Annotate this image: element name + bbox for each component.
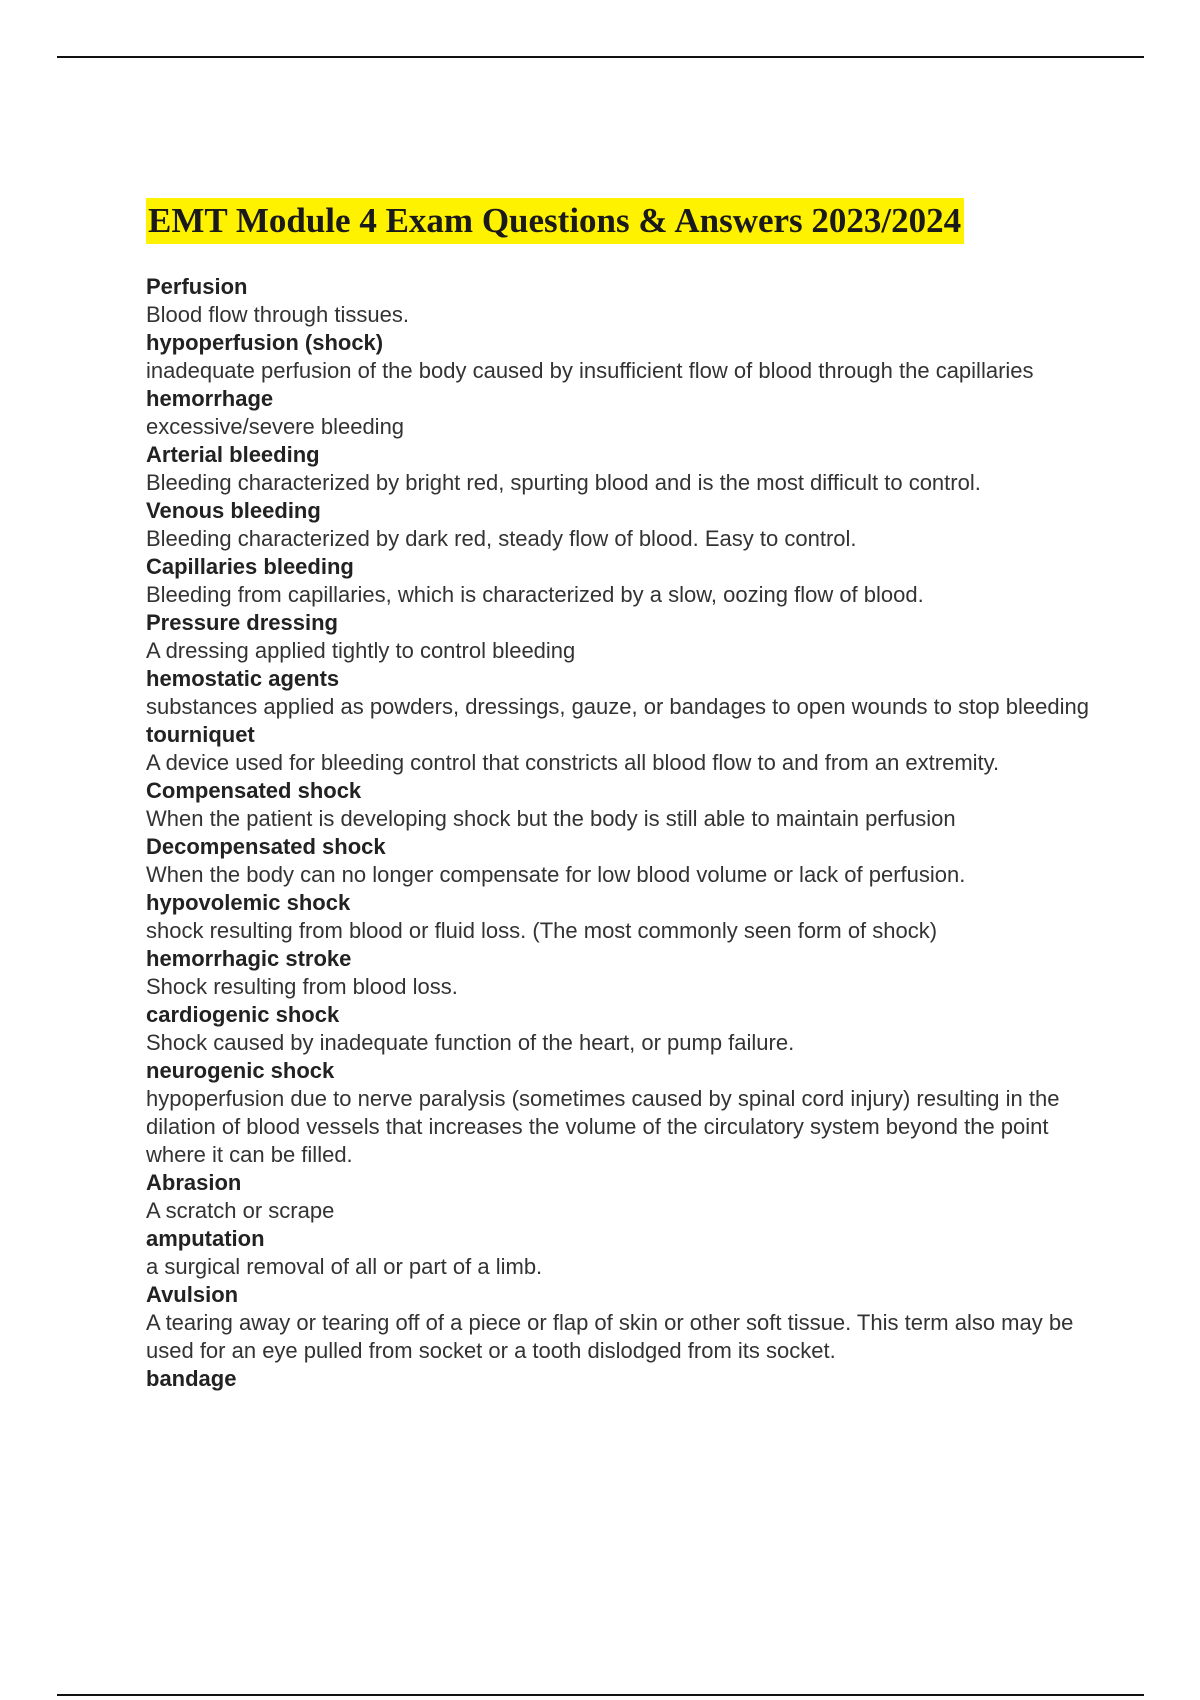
entry-neurogenic-shock — [146, 1057, 1096, 1169]
term: Compensated shock — [146, 778, 362, 803]
term: hypovolemic shock — [146, 890, 351, 915]
entry-avulsion — [146, 1281, 1096, 1365]
term: hypoperfusion (shock) — [146, 330, 384, 355]
term: cardiogenic shock — [146, 1002, 340, 1027]
entry-hypoperfusion — [146, 329, 1096, 385]
entry-amputation — [146, 1225, 1096, 1281]
term: tourniquet — [146, 722, 255, 747]
definition: A scratch or scrape — [146, 1198, 335, 1223]
term: Pressure dressing — [146, 610, 338, 635]
term: bandage — [146, 1366, 237, 1391]
entry-compensated-shock — [146, 777, 1096, 833]
term-list — [146, 273, 1096, 1393]
entry-hypovolemic-shock — [146, 889, 1096, 945]
entry-pressure-dressing — [146, 609, 1096, 665]
definition: Shock resulting from blood loss. — [146, 974, 458, 999]
definition: shock resulting from blood or fluid loss. (The most commonly seen form of shock) — [146, 918, 938, 943]
entry-bandage — [146, 1365, 1096, 1393]
entry-hemorrhagic-stroke — [146, 945, 1096, 1001]
definition: inadequate perfusion of the body caused by insufficient flow of blood through the capillaries — [146, 358, 1034, 383]
definition: When the patient is developing shock but the body is still able to maintain perfusion — [146, 806, 956, 831]
definition: A tearing away or tearing off of a piece or flap of skin or other soft tissue. This term also may be used for an eye pulled from socket or a tooth dislodged from its socket. — [146, 1310, 1074, 1363]
term: Perfusion — [146, 274, 248, 299]
term: neurogenic shock — [146, 1058, 335, 1083]
term: hemorrhagic stroke — [146, 946, 352, 971]
header-rule — [57, 56, 1144, 58]
definition: A device used for bleeding control that constricts all blood flow to and from an extremity. — [146, 750, 1000, 775]
definition: Bleeding from capillaries, which is characterized by a slow, oozing flow of blood. — [146, 582, 924, 607]
entry-cardiogenic-shock — [146, 1001, 1096, 1057]
document-title: EMT Module 4 Exam Questions & Answers 2023/2024 — [146, 198, 964, 244]
definition: Shock caused by inadequate function of the heart, or pump failure. — [146, 1030, 795, 1055]
term: hemorrhage — [146, 386, 274, 411]
entry-perfusion — [146, 273, 1096, 329]
entry-decompensated-shock — [146, 833, 1096, 889]
term: Decompensated shock — [146, 834, 386, 859]
term: Arterial bleeding — [146, 442, 320, 467]
term: Avulsion — [146, 1282, 239, 1307]
term: Capillaries bleeding — [146, 554, 354, 579]
definition: excessive/severe bleeding — [146, 414, 405, 439]
entry-capillaries-bleeding — [146, 553, 1096, 609]
footer-rule — [57, 1694, 1144, 1696]
definition: Bleeding characterized by dark red, steady flow of blood. Easy to control. — [146, 526, 857, 551]
entry-hemorrhage — [146, 385, 1096, 441]
definition: substances applied as powders, dressings, gauze, or bandages to open wounds to stop bleeding — [146, 694, 1089, 719]
definition: Blood flow through tissues. — [146, 302, 409, 327]
definition: a surgical removal of all or part of a limb. — [146, 1254, 543, 1279]
entry-arterial-bleeding — [146, 441, 1096, 497]
definition: hypoperfusion due to nerve paralysis (sometimes caused by spinal cord injury) resulting in the dilation of blood vessels that increases the volume of the circulatory system beyond the point where it can be filled. — [146, 1086, 1060, 1167]
term: hemostatic agents — [146, 666, 340, 691]
term: Abrasion — [146, 1170, 242, 1195]
definition: A dressing applied tightly to control bleeding — [146, 638, 576, 663]
entry-abrasion — [146, 1169, 1096, 1225]
definition: When the body can no longer compensate for low blood volume or lack of perfusion. — [146, 862, 966, 887]
definition: Bleeding characterized by bright red, spurting blood and is the most difficult to control. — [146, 470, 981, 495]
entry-tourniquet — [146, 721, 1096, 777]
entry-hemostatic-agents — [146, 665, 1096, 721]
term: amputation — [146, 1226, 265, 1251]
term: Venous bleeding — [146, 498, 321, 523]
entry-venous-bleeding — [146, 497, 1096, 553]
